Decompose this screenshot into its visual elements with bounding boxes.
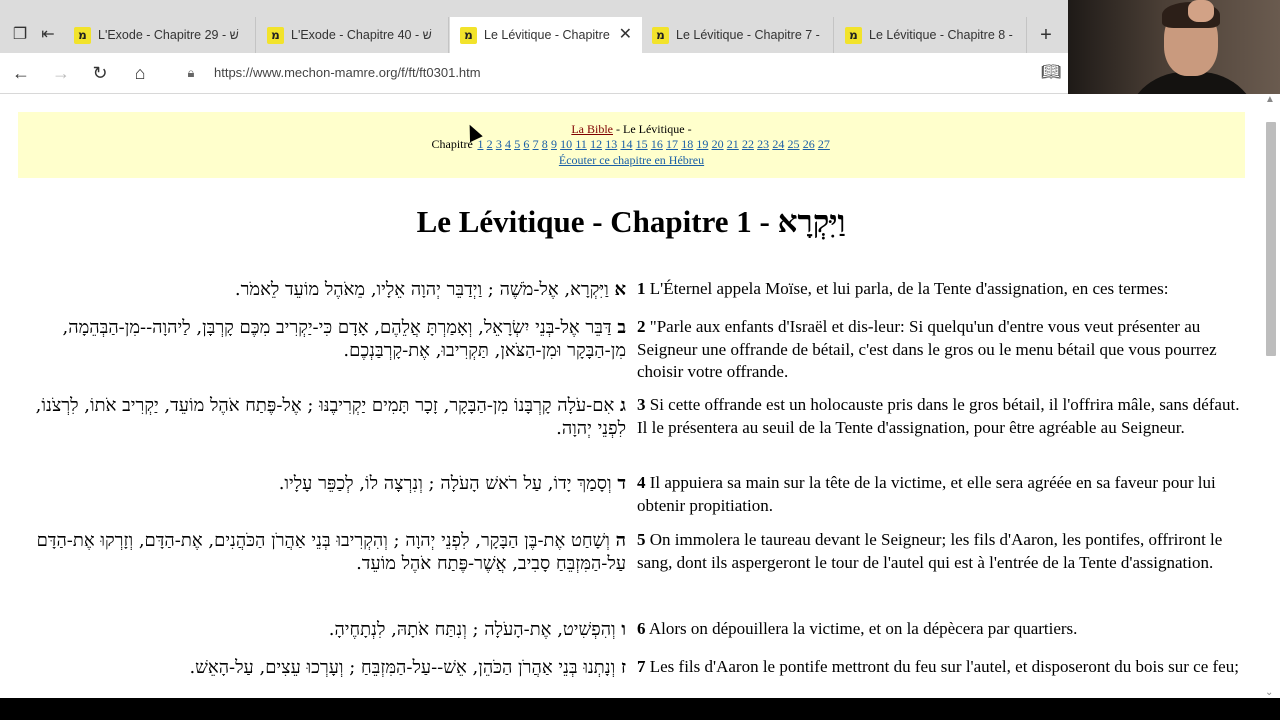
mechon-mamre-favicon-icon: מ — [267, 27, 284, 44]
hebrew-verse-letter: ו — [621, 619, 626, 640]
hebrew-verse — [30, 394, 626, 440]
tab-exode-40[interactable] — [257, 17, 449, 53]
hebrew-verse-letter: ז — [620, 657, 626, 678]
tab-exode-29[interactable] — [64, 17, 256, 53]
tab-actions-icon[interactable]: ❐ — [12, 26, 28, 43]
hebrew-verse — [30, 618, 626, 641]
verse-number: 3 — [637, 395, 646, 414]
new-tab-button[interactable]: + — [1040, 24, 1052, 46]
back-arrow-icon[interactable]: ← — [12, 63, 30, 83]
french-verse — [637, 278, 1247, 301]
tab-title: Le Lévitique - Chapitre — [484, 28, 610, 42]
breadcrumb — [18, 122, 1245, 137]
chapter-link-15[interactable]: 15 — [635, 137, 648, 151]
chapter-link-2[interactable]: 2 — [486, 137, 493, 151]
hebrew-verse — [30, 278, 626, 301]
tab-title: L'Exode - Chapitre 40 - שׁ — [291, 28, 432, 42]
address-bar[interactable] — [176, 59, 1066, 87]
french-verse-text: On immolera le taureau devant le Seigneur; les fils d'Aaron, les pontifes, offriront le sang, dont ils aspergeront le tour de l'autel qui est à l'entrée de la Tente d'assignation. — [637, 530, 1223, 572]
chapter-link-9[interactable]: 9 — [550, 137, 557, 151]
lock-icon[interactable]: 🔒︎ — [187, 65, 195, 80]
verse-number: 1 — [637, 279, 646, 298]
french-verse — [637, 316, 1247, 384]
tab-strip — [0, 0, 1068, 53]
scrollbar-thumb[interactable] — [1266, 122, 1276, 356]
verse-number: 4 — [637, 473, 646, 492]
page-viewport — [0, 94, 1280, 698]
hebrew-verse — [30, 316, 626, 362]
french-verse — [637, 472, 1247, 517]
hebrew-verse-letter: ה — [615, 530, 626, 551]
french-verse — [637, 529, 1247, 574]
french-verse-text: L'Éternel appela Moïse, et lui parla, de la Tente d'assignation, en ces termes: — [649, 279, 1169, 298]
page-title — [0, 204, 1262, 240]
tab-levitique-7[interactable] — [642, 17, 834, 53]
tab-title: L'Exode - Chapitre 29 - שׁ — [98, 28, 239, 42]
tab-levitique-1[interactable] — [450, 17, 642, 53]
french-verse-text: Les fils d'Aaron le pontife mettront du feu sur l'autel, et disposeront du bois sur ce feu; — [649, 657, 1239, 676]
tab-title: Le Lévitique - Chapitre 7 - — [676, 28, 820, 42]
reading-view-icon[interactable]: 📖︎ — [1040, 64, 1062, 81]
french-verse — [637, 618, 1247, 641]
hebrew-verse-text: אִם-עֹלָה קָרְבָּנוֹ מִן-הַבָּקָר, זָכָר תָּמִים יַקְרִיבֶנּוּ ; אֶל-פֶּתַח אֹהֶל מוֹעֵד, יַקְרִיב אֹתוֹ, לִרְצֹנוֹ, לִפְנֵי יְהוָה. — [35, 395, 626, 439]
chapter-link-6[interactable]: 6 — [523, 137, 530, 151]
chapter-link-22[interactable]: 22 — [741, 137, 754, 151]
set-aside-tabs-icon[interactable]: ⇤ — [41, 26, 55, 43]
title-french: Le Lévitique - Chapitre 1 - — [416, 204, 778, 239]
chapter-link-7[interactable]: 7 — [532, 137, 539, 151]
listen-hebrew-link[interactable]: Écouter ce chapitre en Hébreu — [558, 153, 705, 167]
chapter-label: Chapitre — [431, 137, 473, 151]
verse-number: 6 — [637, 619, 646, 638]
scroll-up-arrow-icon[interactable]: ▲ — [1265, 94, 1275, 105]
chapter-link-19[interactable]: 19 — [696, 137, 709, 151]
chapter-link-26[interactable]: 26 — [802, 137, 815, 151]
chapter-link-25[interactable]: 25 — [787, 137, 800, 151]
hebrew-verse-text: וְנָתְנוּ בְּנֵי אַהֲרֹן הַכֹּהֵן, אֵשׁ--עַל-הַמִּזְבֵּחַ ; וְעָרְכוּ עֵצִים, עַל-הָאֵשׁ. — [189, 657, 616, 678]
chapter-links — [476, 137, 832, 151]
chapter-link-13[interactable]: 13 — [605, 137, 618, 151]
chapter-link-10[interactable]: 10 — [560, 137, 573, 151]
chapter-link-24[interactable]: 24 — [772, 137, 785, 151]
hebrew-verse-text: דַּבֵּר אֶל-בְּנֵי יִשְׂרָאֵל, וְאָמַרְתָּ אֲלֵהֶם, אָדָם כִּי-יַקְרִיב מִכֶּם קָרְבָּן, לַיהוָה--מִן-הַבְּהֵמָה, מִן-הַבָּקָר וּמִן-הַצֹּאן, תַּקְרִיבוּ, אֶת-קָרְבַּנְכֶם. — [62, 317, 626, 361]
chapter-link-18[interactable]: 18 — [681, 137, 694, 151]
chapter-link-12[interactable]: 12 — [590, 137, 603, 151]
chapter-navigation-box — [18, 112, 1245, 178]
chapter-link-1[interactable]: 1 — [477, 137, 484, 151]
chapter-link-16[interactable]: 16 — [650, 137, 663, 151]
bible-link[interactable]: La Bible — [571, 122, 613, 136]
mechon-mamre-favicon-icon: מ — [845, 27, 862, 44]
chapter-link-11[interactable]: 11 — [575, 137, 587, 151]
mechon-mamre-favicon-icon: מ — [74, 27, 91, 44]
navigation-toolbar — [0, 53, 1068, 94]
tab-title: Le Lévitique - Chapitre 8 - — [869, 28, 1013, 42]
hebrew-verse-letter: א — [614, 279, 626, 300]
french-verse-text: Il appuiera sa main sur la tête de la victime, et elle sera agréée en sa faveur pour lui obtenir propitiation. — [637, 473, 1216, 515]
hebrew-verse-letter: ג — [620, 395, 626, 416]
hebrew-verse — [30, 656, 626, 679]
hebrew-verse-letter: ד — [617, 473, 626, 494]
hebrew-verse — [30, 472, 626, 495]
bottom-black-bar — [0, 698, 1280, 720]
home-icon[interactable]: ⌂ — [134, 63, 146, 83]
chapter-list — [18, 137, 1245, 152]
tab-levitique-8[interactable] — [835, 17, 1027, 53]
hebrew-verse-text: וַיִּקְרָא, אֶל-מֹשֶׁה ; וַיְדַבֵּר יְהוָה אֵלָיו, מֵאֹהֶל מוֹעֵד לֵאמֹר. — [234, 279, 609, 300]
verse-number: 5 — [637, 530, 646, 549]
scroll-down-arrow-icon[interactable]: ⌄ — [1265, 687, 1274, 698]
chapter-link-14[interactable]: 14 — [620, 137, 633, 151]
vertical-scrollbar[interactable] — [1262, 94, 1280, 698]
chapter-link-8[interactable]: 8 — [541, 137, 548, 151]
browser-chrome — [0, 0, 1068, 94]
french-verse-text: "Parle aux enfants d'Israël et dis-leur: Si quelqu'un d'entre vous veut présenter au Seigneur une offrande de bétail, c'est dans le gros ou le menu bétail que vous pourrez choisir votre offrande. — [637, 317, 1217, 381]
verse-number: 7 — [637, 657, 646, 676]
verse-number: 2 — [637, 317, 646, 336]
mechon-mamre-favicon-icon: מ — [652, 27, 669, 44]
chapter-link-23[interactable]: 23 — [757, 137, 770, 151]
chapter-link-20[interactable]: 20 — [711, 137, 724, 151]
mechon-mamre-favicon-icon: מ — [460, 27, 477, 44]
french-verse — [637, 394, 1247, 439]
chapter-link-27[interactable]: 27 — [817, 137, 830, 151]
title-hebrew: וַיִּקְרָא — [777, 204, 846, 240]
french-verse-text: Si cette offrande est un holocauste pris dans le gros bétail, il l'offrira mâle, sans défaut. Il le présentera au seuil de la Tente d'assignation, pour être agréable au Seigneur. — [637, 395, 1240, 437]
hebrew-verse-text: וְהִפְשִׁיט, אֶת-הָעֹלָה ; וְנִתַּח אֹתָהּ, לִנְתָחֶיהָ. — [328, 619, 616, 640]
book-name: - Le Lévitique - — [613, 122, 692, 136]
hebrew-verse-text: וְסָמַךְ יָדוֹ, עַל רֹאשׁ הָעֹלָה ; וְנִרְצָה לוֹ, לְכַפֵּר עָלָיו. — [278, 473, 612, 494]
french-verse-text: Alors on dépouillera la victime, et on la dépècera par quartiers. — [648, 619, 1078, 638]
hebrew-verse-letter: ב — [617, 317, 626, 338]
refresh-icon[interactable]: ↻ — [92, 63, 108, 83]
close-tab-icon[interactable]: ✕ — [618, 26, 632, 43]
chapter-link-21[interactable]: 21 — [726, 137, 739, 151]
forward-arrow-icon[interactable]: → — [52, 63, 70, 83]
hebrew-verse-text: וְשָׁחַט אֶת-בֶּן הַבָּקָר, לִפְנֵי יְהוָה ; וְהִקְרִיבוּ בְּנֵי אַהֲרֹן הַכֹּהֲנִים, אֶת-הַדָּם, וְזָרְקוּ אֶת-הַדָּם עַל-הַמִּזְבֵּחַ סָבִיב, אֲשֶׁר-פֶּתַח אֹהֶל מוֹעֵד. — [36, 530, 626, 574]
chapter-link-17[interactable]: 17 — [666, 137, 678, 151]
hebrew-verse — [30, 529, 626, 575]
chapter-link-3[interactable]: 3 — [495, 137, 502, 151]
webcam-person-hand — [1188, 0, 1214, 22]
french-verse — [637, 656, 1247, 679]
url-text: https://www.mechon-mamre.org/f/ft/ft0301.htm — [214, 65, 481, 80]
chapter-link-4[interactable]: 4 — [505, 137, 511, 151]
chapter-link-5[interactable]: 5 — [514, 137, 521, 151]
listen-row — [18, 153, 1245, 168]
